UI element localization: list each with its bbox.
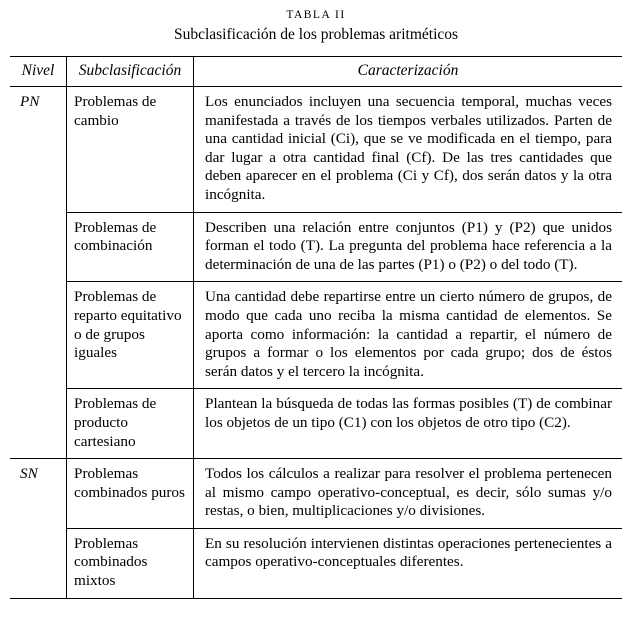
- caracterizacion-combinados-mixtos: En su resolución intervienen distintas operaciones pertenecientes a campos operativo-conceptuales diferentes.: [194, 528, 623, 598]
- table-row-combinacion: [10, 212, 622, 282]
- caracterizacion-combinacion: Describen una relación entre conjuntos (P1) y (P2) que unidos forman el todo (T). La pregunta del problema hace referencia a la determinación de una de las partes (P1) o (P2) o del todo (T).: [194, 212, 623, 282]
- table-row-reparto: [10, 282, 622, 389]
- caracterizacion-producto-cartesiano: Plantean la búsqueda de todas las formas posibles (T) de combinar los objetos de un tipo (C1) con los objetos de otro tipo (C2).: [194, 389, 623, 459]
- table-row-combinados-mixtos: [10, 528, 622, 598]
- subclass-combinacion: Problemas de combinación: [67, 212, 194, 282]
- caracterizacion-combinados-puros: Todos los cálculos a realizar para resolver el problema pertenecen al mismo campo operativo-conceptual, es decir, sólo sumas y/o restas, o bien, multiplicaciones y/o divisiones.: [194, 459, 623, 529]
- header-nivel: Nivel: [10, 57, 67, 87]
- caracterizacion-cambio: Los enunciados incluyen una secuencia temporal, muchas veces manifestada a través de los tiempos verbales utilizados. Parten de una cantidad inicial (Ci), que se ve modificada en el tiempo, para dar lugar a otra cantidad final (Cf). De las tres cantidades que deben aparecer en el problema (Ci y Cf), dos serán datos y la otra incógnita.: [194, 87, 623, 213]
- table-number: TABLA II: [286, 9, 346, 21]
- subclassification-table: [10, 56, 622, 599]
- subclass-combinados-mixtos: Problemas combinados mixtos: [67, 528, 194, 598]
- nivel-pn-cell: PN: [10, 87, 67, 459]
- table-title: Subclasificación de los problemas aritméticos: [173, 26, 459, 43]
- table-caption: [10, 8, 622, 45]
- subclass-reparto: Problemas de reparto equitativo o de grupos iguales: [67, 282, 194, 389]
- subclass-cambio: Problemas de cambio: [67, 87, 194, 213]
- table-row-cambio: [10, 87, 622, 213]
- caracterizacion-reparto: Una cantidad debe repartirse entre un cierto número de grupos, de modo que cada uno reciba la misma cantidad de elementos. Se aporta como información: la cantidad a repartir, el número de grupos a formar o los elementos por cada grupo; dos de éstos serán datos y el tercero la incógnita.: [194, 282, 623, 389]
- header-caracterizacion: Caracterización: [194, 57, 623, 87]
- nivel-sn-cell: SN: [10, 459, 67, 599]
- table-row-producto-cartesiano: [10, 389, 622, 459]
- subclass-producto-cartesiano: Problemas de producto cartesiano: [67, 389, 194, 459]
- subclass-combinados-puros: Problemas combinados puros: [67, 459, 194, 529]
- table-row-combinados-puros: [10, 459, 622, 529]
- header-subclasificacion: Subclasificación: [67, 57, 194, 87]
- header-row: [10, 57, 622, 87]
